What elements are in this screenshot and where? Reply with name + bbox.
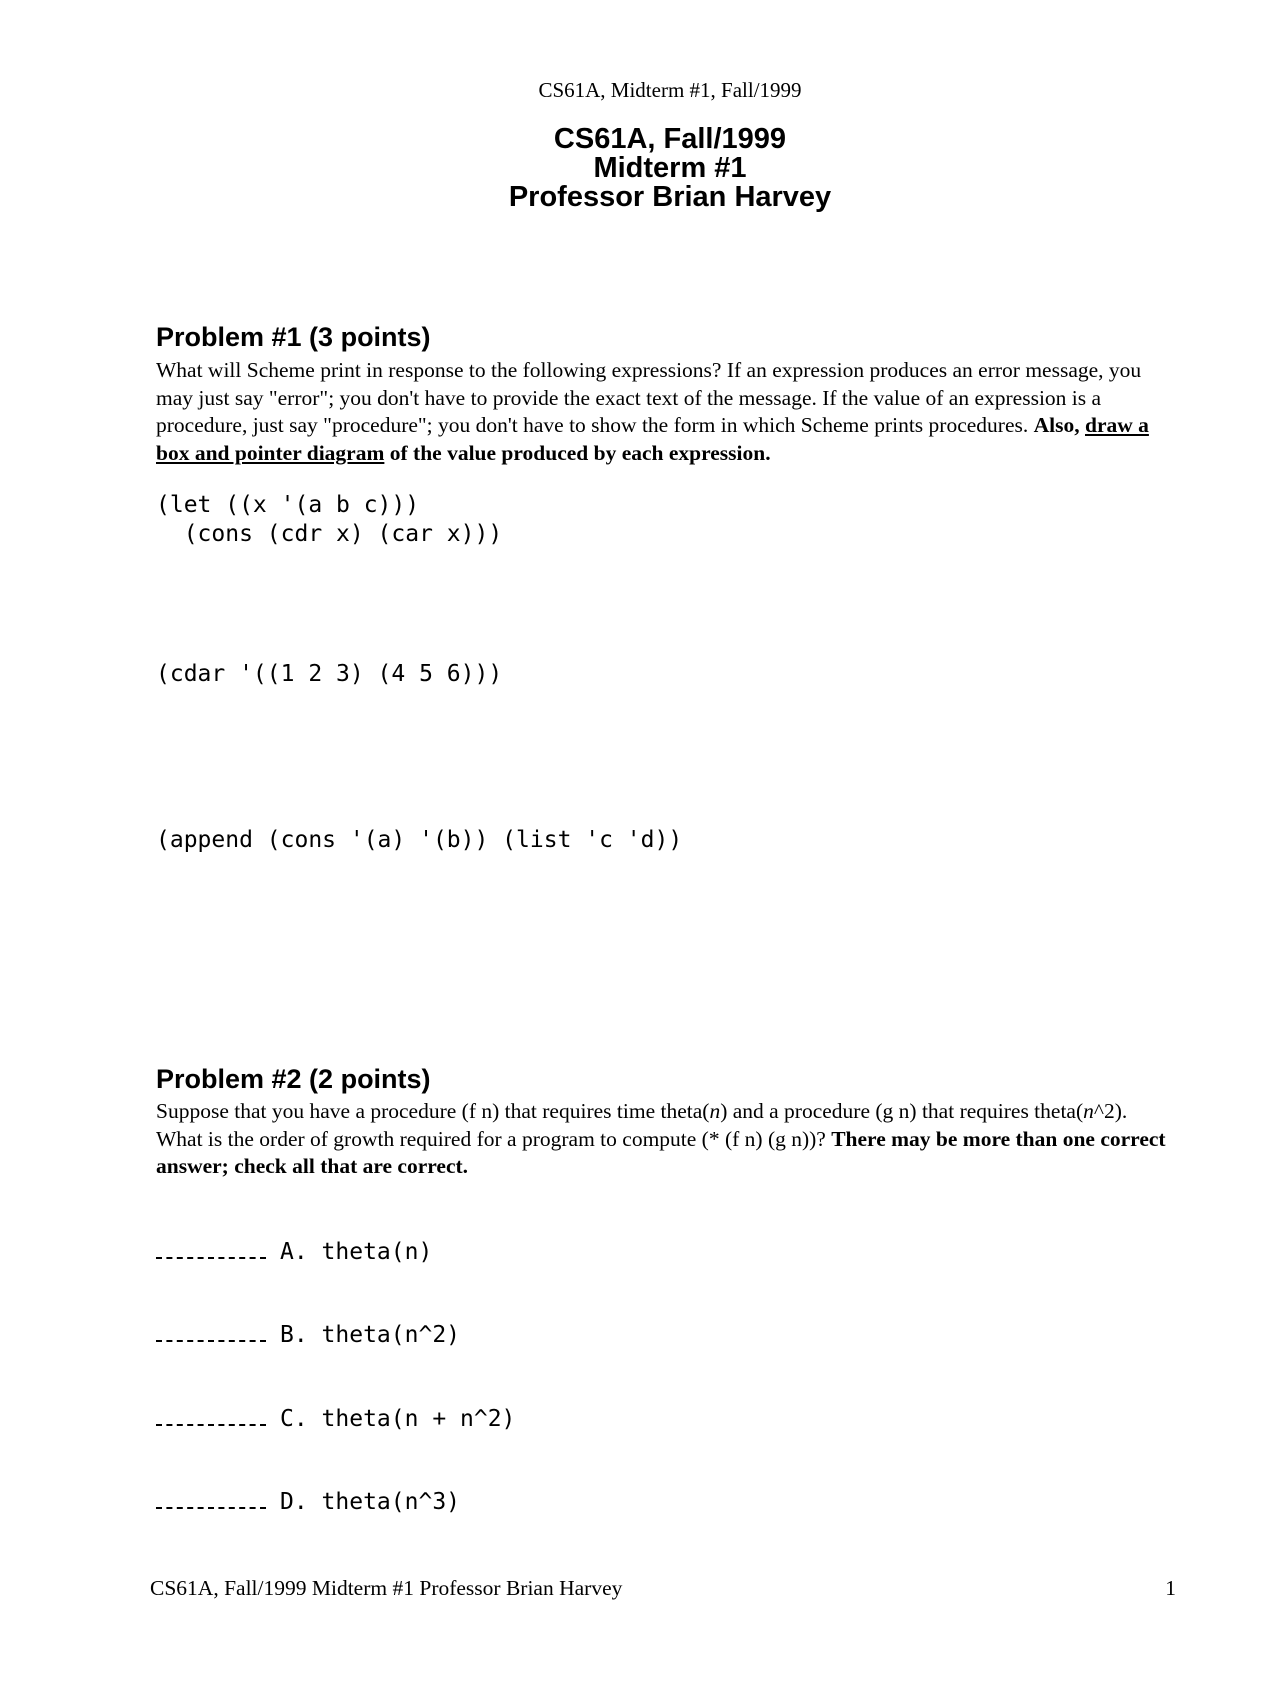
- title-block: [0, 125, 1280, 212]
- problem-1-underlined-phrase: draw a box and pointer diagram: [156, 413, 1149, 466]
- problem-1-bold-also: Also,: [1033, 413, 1085, 438]
- footer-title: CS61A, Fall/1999 Midterm #1 Professor Brian Harvey: [150, 1576, 623, 1600]
- answer-blank-c[interactable]: [156, 1402, 266, 1426]
- answer-blank-d[interactable]: [156, 1485, 266, 1509]
- title-exam: Midterm #1: [593, 152, 747, 184]
- problem-1-instructions: [156, 357, 1176, 468]
- problem-1-bold-rest: of the value produced by each expression.: [384, 441, 771, 466]
- choice-b-label: B. theta(n^2): [280, 1322, 461, 1348]
- title-professor: Professor Brian Harvey: [508, 181, 832, 213]
- problem-2-bold-note: There may be more than one correct answer; check all that are correct.: [156, 1126, 1166, 1179]
- answer-blank-b[interactable]: [156, 1318, 266, 1342]
- title-course: CS61A, Fall/1999: [553, 123, 787, 155]
- problem-2-heading: Problem #2 (2 points): [156, 1064, 431, 1094]
- choice-c-label: C. theta(n + n^2): [280, 1406, 516, 1432]
- problem-2-text-b: ) and a procedure (g n) that requires theta(: [720, 1099, 1084, 1123]
- problem-1-expression-1: (let ((x '(a b c))) (cons (cdr x) (car x))): [156, 492, 503, 547]
- running-header: CS61A, Midterm #1, Fall/1999: [538, 78, 802, 102]
- choice-c: [156, 1402, 515, 1432]
- problem-2-n-2: n: [1083, 1099, 1094, 1123]
- problem-2-text-a: Suppose that you have a procedure (f n) that requires time theta(: [156, 1099, 710, 1123]
- answer-blank-a[interactable]: [156, 1235, 266, 1259]
- problem-2-text-c: ^2). What is the order of growth required for a program to compute (* (f n) (g n))?: [156, 1099, 1128, 1151]
- problem-2-instructions: [156, 1098, 1176, 1181]
- choice-d-label: D. theta(n^3): [280, 1489, 461, 1515]
- page-number: 1: [1165, 1576, 1176, 1600]
- choice-b: [156, 1318, 460, 1348]
- choice-a: [156, 1235, 432, 1265]
- problem-1-heading: Problem #1 (3 points): [156, 322, 431, 352]
- problem-1-expression-2: (cdar '((1 2 3) (4 5 6))): [156, 661, 503, 687]
- problem-2-n-1: n: [709, 1099, 721, 1123]
- choice-a-label: A. theta(n): [280, 1239, 433, 1265]
- problem-1-expression-3: (append (cons '(a) '(b)) (list 'c 'd)): [156, 827, 683, 853]
- problem-1-text: What will Scheme print in response to the following expressions? If an expression produces an error message, you may just say "error"; you don't have to provide the exact text of the message. If the value of an expression is a procedure, just say "procedure"; you don't have to show the form in which Scheme prints procedures.: [156, 358, 1142, 438]
- choice-d: [156, 1485, 460, 1515]
